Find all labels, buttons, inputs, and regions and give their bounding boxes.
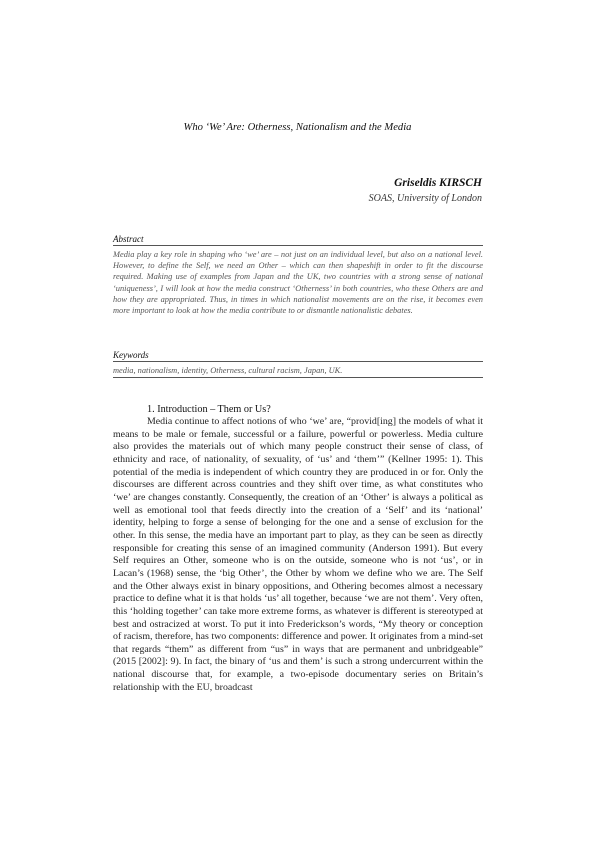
keywords-divider [113,377,483,378]
abstract-text: Media play a key role in shaping who ‘we’ are – not just on an individual level, but also on a national level. However, to define the Self, we need an Other – which can then shapeshift in order to fit the discourse required. Making use of examples from Japan and the UK, two countries with a strong sense of national ‘uniqueness’, I will look at how the media construct ‘Otherness’ in both countries, who these Others are and how they are appropriated. Thus, in times in which nationalist movements are on the rise, it becomes even more important to look at how the media contribute to or dismantle nationalistic debates. [113,250,483,316]
keywords-text: media, nationalism, identity, Otherness, cultural racism, Japan, UK. [113,366,343,375]
author-name: Griseldis KIRSCH [394,177,482,189]
author-affiliation: SOAS, University of London [368,193,482,204]
abstract-heading: Abstract [113,234,483,246]
body-paragraph: Media continue to affect notions of who ‘we’ are, “provid[ing] the models of what it means to be male or female, successful or a failure, powerful or powerless. Media culture also provides the materials out of which many people construct their sense of class, of ethnicity and race, of nationality, of sexuality, of ‘us’ and ‘them’” (Kellner 1995: 1). This potential of the media is independent of which country they are produced in or for. Only the discourses are different across countries and they shift over time, as what constitutes who ‘we’ are changes constantly. Consequently, the creation of an ‘Other’ is always a political as well as emotional tool that feeds directly into the creation of a ‘Self’ and its ‘national’ identity, helping to forge a sense of belonging for the one and a sense of exclusion for the other. In this sense, the media have an important part to play, as they can be seen as directly responsible for creating this sense of an imagined community (Anderson 1991). But every Self requires an Other, someone who is on the outside, someone who is not ‘us’, or in Lacan’s (1968) sense, the ‘big Other’, the Other by whom we define who we are. The Self and the Other always exist in binary oppositions, and Othering becomes almost a necessary practice to define what it is that holds ‘us’ all together, because ‘we are not them’. Very often, this ‘holding together’ can take more extreme forms, as whatever is different is stereotyped at best and ostracized at worst. To put it into Frederickson’s words, “My theory or conception of racism, therefore, has two components: difference and power. It originates from a mind-set that regards “them” as different from “us” in ways that are permanent and unbridgeable” (2015 [2002]: 9). In fact, the binary of ‘us and them’ is such a strong undercurrent within the national discourse that, for example, a two-episode documentary series on Britain’s relationship with the EU, broadcast [113,416,483,693]
section-heading: 1. Introduction – Them or Us? [147,404,271,415]
paper-title: Who ‘We’ Are: Otherness, Nationalism and the Media [183,122,412,133]
keywords-heading: Keywords [113,350,483,362]
